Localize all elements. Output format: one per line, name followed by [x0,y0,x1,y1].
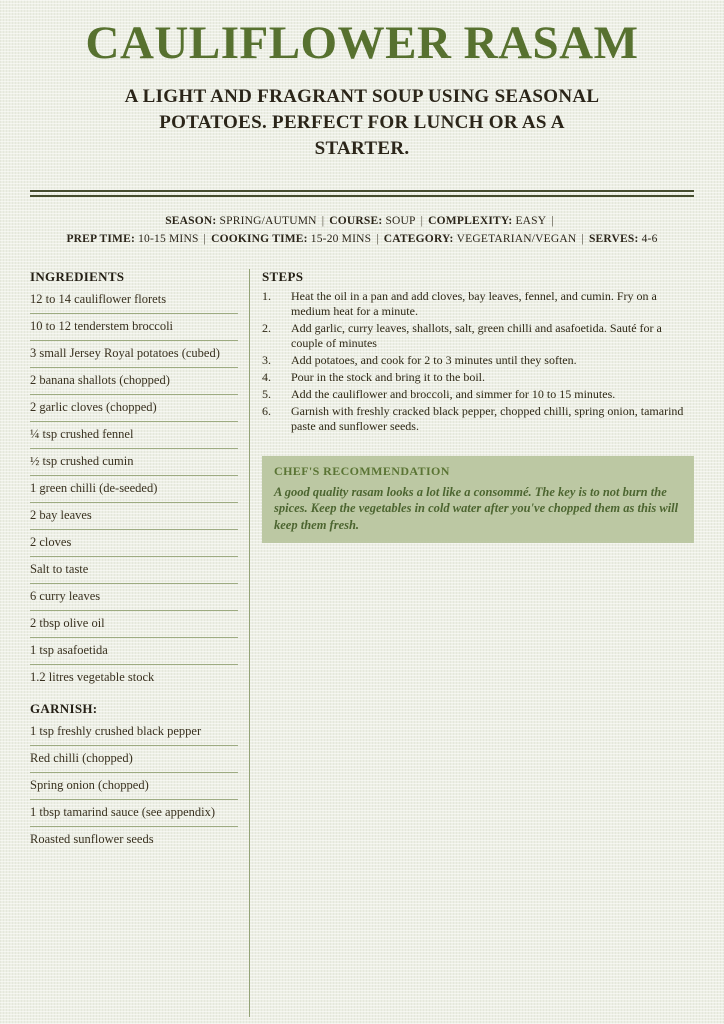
steps-list [262,289,694,434]
ingredient-item: 10 to 12 tenderstem broccoli [30,314,238,341]
ingredient-item: 2 bay leaves [30,503,238,530]
step-item [262,387,694,402]
step-number: 6. [262,403,271,418]
step-number: 1. [262,288,271,303]
garnish-item: Roasted sunflower seeds [30,831,154,846]
garnish-item: Spring onion (chopped) [30,773,238,800]
meta-label: SEASON: [165,214,220,227]
meta-separator: | [551,214,554,227]
meta-value: VEGETARIAN/VEGAN [456,232,577,245]
ingredients-section [30,269,238,853]
step-text: Add the cauliflower and broccoli, and simmer for 10 to 15 minutes. [291,386,616,401]
step-text: Add garlic, curry leaves, shallots, salt, green chilli and asafoetida. Sauté for a couple of minutes [291,320,662,350]
step-text: Heat the oil in a pan and add cloves, bay leaves, fennel, and cumin. Fry on a medium heat for a minute. [291,288,657,318]
step-item [262,321,694,351]
meta-label: COURSE: [329,214,386,227]
ingredient-item: ¼ tsp crushed fennel [30,422,238,449]
meta-value: SPRING/AUTUMN [219,214,317,227]
meta-separator: | [321,214,325,227]
ingredient-item: 2 cloves [30,530,238,557]
meta-value: 15-20 MINS [310,232,372,245]
ingredient-item: 3 small Jersey Royal potatoes (cubed) [30,341,238,368]
step-number: 5. [262,386,271,401]
meta-label: COMPLEXITY: [428,214,516,227]
ingredient-item: 1 green chilli (de-seeded) [30,476,238,503]
step-item [262,289,694,319]
ingredients-heading: INGREDIENTS [30,268,125,284]
step-item [262,404,694,434]
column-divider-line [249,269,250,1017]
ingredient-item: 12 to 14 cauliflower florets [30,287,238,314]
step-number: 4. [262,369,271,384]
steps-section [262,269,694,544]
page-title: CAULIFLOWER RASAM [85,17,639,69]
meta-label: SERVES: [588,232,642,245]
meta-separator: | [581,232,584,245]
double-rule-divider [30,190,694,197]
step-number: 3. [262,352,271,367]
meta-separator: | [203,232,207,245]
step-item [262,353,694,368]
ingredient-item: 6 curry leaves [30,584,238,611]
chef-recommendation-heading: CHEF'S RECOMMENDATION [274,463,450,478]
meta-label: COOKING TIME: [211,232,311,245]
step-text: Garnish with freshly cracked black pepper, chopped chilli, spring onion, tamarind paste and sunflower seeds. [291,403,684,433]
recipe-header [0,0,724,163]
meta-line-1 [0,212,724,230]
recipe-meta [0,212,724,248]
chef-recommendation-box [262,456,694,544]
meta-value: 4-6 [641,232,658,245]
ingredient-item: 2 garlic cloves (chopped) [30,395,238,422]
garnish-item: 1 tbsp tamarind sauce (see appendix) [30,800,238,827]
ingredient-item: Salt to taste [30,557,238,584]
ingredients-list [30,287,238,691]
meta-line-2 [0,230,724,248]
ingredient-item: 1.2 litres vegetable stock [30,669,155,684]
garnish-heading: GARNISH: [30,700,98,716]
meta-value: 10-15 MINS [138,232,199,245]
ingredient-item: ½ tsp crushed cumin [30,449,238,476]
step-item [262,370,694,385]
meta-value: SOUP [385,214,416,227]
page-subtitle: A LIGHT AND FRAGRANT SOUP USING SEASONAL POTATOES. PERFECT FOR LUNCH OR AS A STARTER. [124,86,600,160]
step-text: Add potatoes, and cook for 2 to 3 minutes until they soften. [291,352,577,367]
steps-heading: STEPS [262,268,304,284]
meta-label: PREP TIME: [66,232,139,245]
step-text: Pour in the stock and bring it to the boil. [291,369,485,384]
garnish-item: 1 tsp freshly crushed black pepper [30,719,238,746]
step-number: 2. [262,320,271,335]
meta-separator: | [420,214,424,227]
meta-separator: | [376,232,379,245]
ingredient-item: 2 tbsp olive oil [30,611,238,638]
meta-value: EASY [515,214,547,227]
garnish-list [30,719,238,853]
ingredient-item: 2 banana shallots (chopped) [30,368,238,395]
chef-recommendation-text: A good quality rasam looks a lot like a consommé. The key is to not burn the spices. Keep the vegetables in cold water after you've chopped them as this will keep them fresh. [274,484,679,532]
meta-label: CATEGORY: [383,232,457,245]
recipe-content [0,269,724,1017]
garnish-item: Red chilli (chopped) [30,746,238,773]
ingredient-item: 1 tsp asafoetida [30,638,238,665]
